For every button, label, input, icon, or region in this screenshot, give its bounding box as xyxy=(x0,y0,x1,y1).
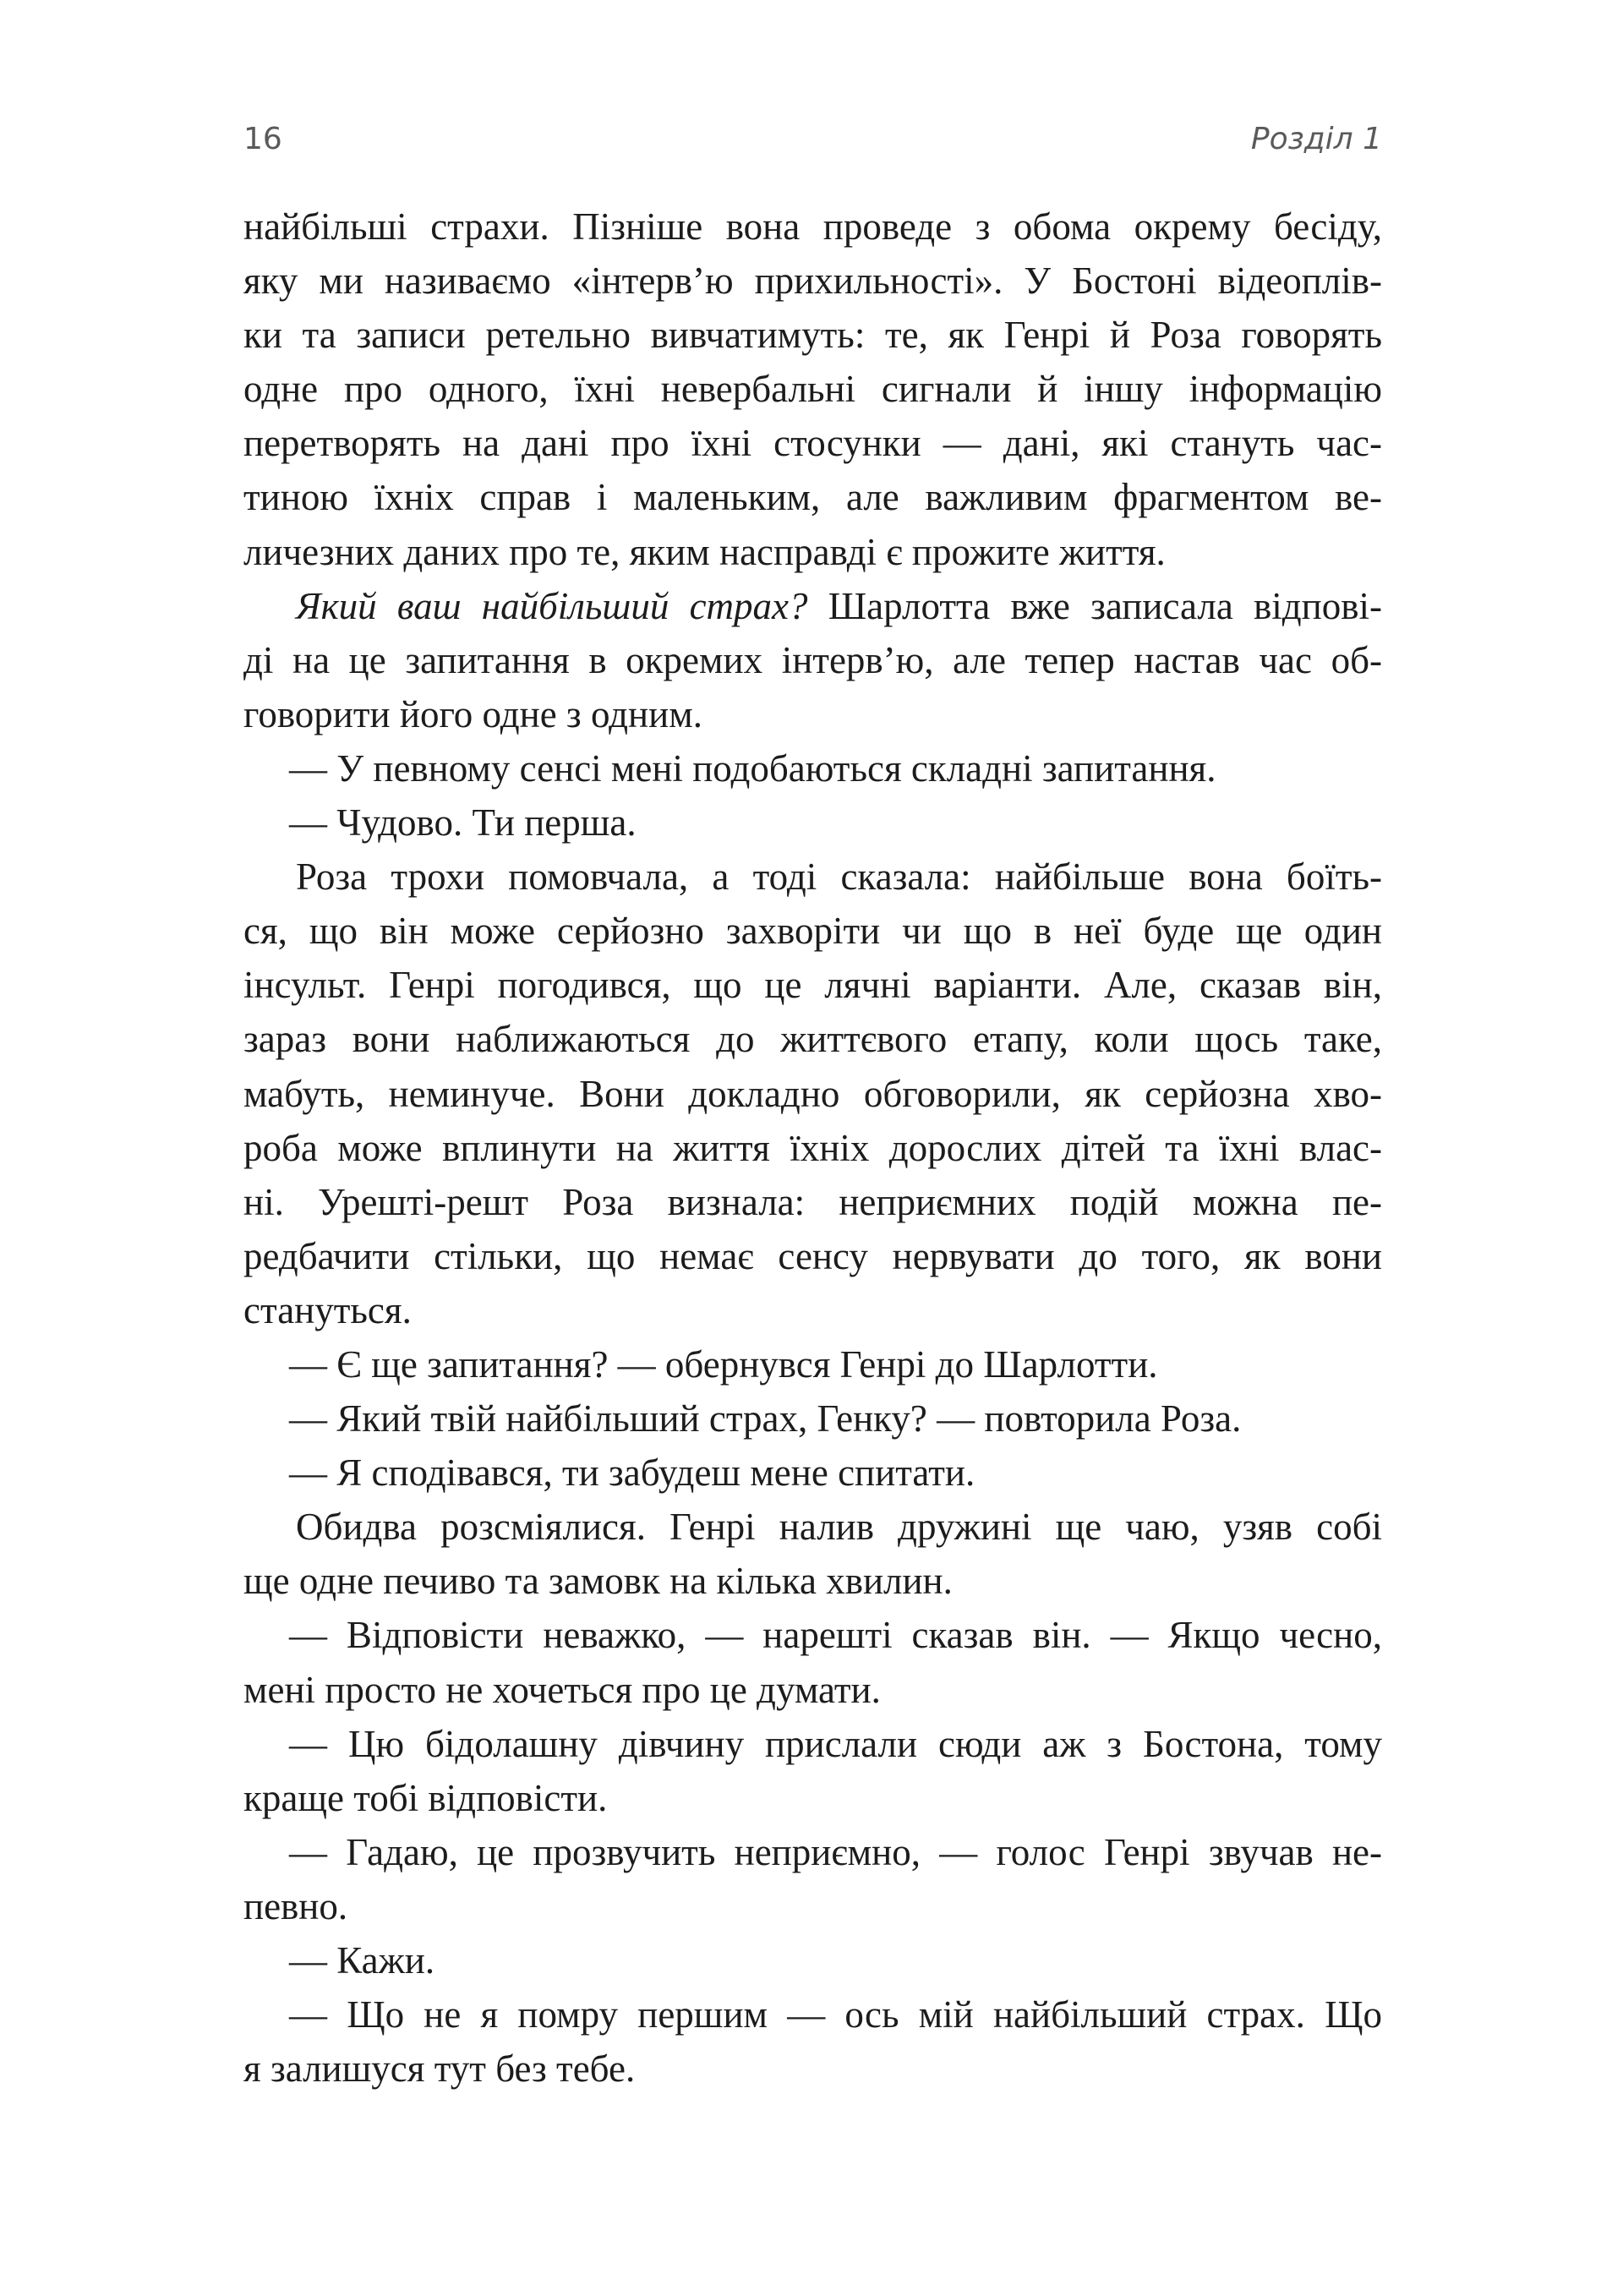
text-line: ні. Урешті-решт Роза визнала: неприємних подій можна пе- xyxy=(243,1180,1382,1223)
text-line: зараз вони наближаються до життєвого етапу, коли щось таке, xyxy=(243,1018,1382,1061)
text-line: тиною їхніх справ і маленьким, але важливим фрагментом ве- xyxy=(243,476,1382,519)
text-line: ді на це запитання в окремих інтерв’ю, але тепер настав час об- xyxy=(243,638,1382,681)
text-line: одне про одного, їхні невербальні сигнали й іншу інформацію xyxy=(243,368,1382,411)
text-line: говорити його одне з одним. xyxy=(243,692,702,735)
dialogue-line: — У певному сенсі мені подобаються складні запитання. xyxy=(289,746,1216,790)
text-line: я залишуся тут без тебе. xyxy=(243,2047,636,2091)
text-line: личезних даних про те, яким насправді є прожите життя. xyxy=(243,530,1166,573)
text-line: ся, що він може серйозно захворіти чи що в неї буде ще один xyxy=(243,910,1382,953)
page-number: 16 xyxy=(243,122,282,156)
italic-question: Який ваш найбільший страх? xyxy=(296,584,808,627)
text-line: інсульт. Генрі погодився, що це лячні варіанти. Але, сказав він, xyxy=(243,964,1382,1007)
dialogue-line: — Цю бідолашну дівчину прислали сюди аж з Бостона, тому xyxy=(289,1722,1382,1765)
text-line: роба може вплинути на життя їхніх дорослих дітей та їхні влас- xyxy=(243,1126,1382,1169)
dialogue-line: — Відповісти неважко, — нарешті сказав він. — Якщо чесно, xyxy=(289,1614,1382,1657)
text-line: ки та записи ретельно вивчатимуть: те, як Генрі й Роза говорять xyxy=(243,314,1382,357)
dialogue-line: — Що не я помру першим — ось мій найбільший страх. Що xyxy=(289,1993,1382,2036)
text-line: Роза трохи помовчала, а тоді сказала: найбільше вона боїть- xyxy=(296,856,1382,899)
dialogue-line: — Який твій найбільший страх, Генку? — повторила Роза. xyxy=(289,1397,1242,1440)
text-line: краще тобі відповісти. xyxy=(243,1776,608,1819)
text-line: найбільші страхи. Пізніше вона проведе з обома окрему бесіду, xyxy=(243,205,1382,248)
running-head xyxy=(243,118,1382,161)
body-text xyxy=(243,200,1382,2096)
dialogue-line: — Гадаю, це прозвучить неприємно, — голос Генрі звучав не- xyxy=(289,1830,1382,1873)
dialogue-line: — Є ще запитання? — обернувся Генрі до Шарлотти. xyxy=(289,1342,1158,1386)
text-line: Який ваш найбільший страх? Шарлотта вже записала відпові- xyxy=(296,584,1382,627)
text-line: яку ми називаємо «інтерв’ю прихильності». У Бостоні відеоплів- xyxy=(243,260,1382,303)
dialogue-line: — Я сподівався, ти забудеш мене спитати. xyxy=(289,1451,975,1495)
text-line: Обидва розсміялися. Генрі налив дружині ще чаю, узяв собі xyxy=(296,1506,1382,1549)
text-line: мабуть, неминуче. Вони докладно обговорили, як серйозна хво- xyxy=(243,1072,1382,1115)
text-line: певно. xyxy=(243,1884,348,1927)
text-line: редбачити стільки, що немає сенсу нервувати до того, як вони xyxy=(243,1234,1382,1277)
text-line: перетворять на дані про їхні стосунки — дані, які стануть час- xyxy=(243,422,1382,465)
chapter-title: Розділ 1 xyxy=(1250,122,1382,156)
dialogue-line: — Чудово. Ти перша. xyxy=(289,801,637,845)
text-line: ще одне печиво та замовк на кілька хвилин. xyxy=(243,1560,953,1603)
text-line: мені просто не хочеться про це думати. xyxy=(243,1668,881,1711)
text-line: стануться. xyxy=(243,1288,412,1331)
dialogue-line: — Кажи. xyxy=(289,1939,435,1982)
